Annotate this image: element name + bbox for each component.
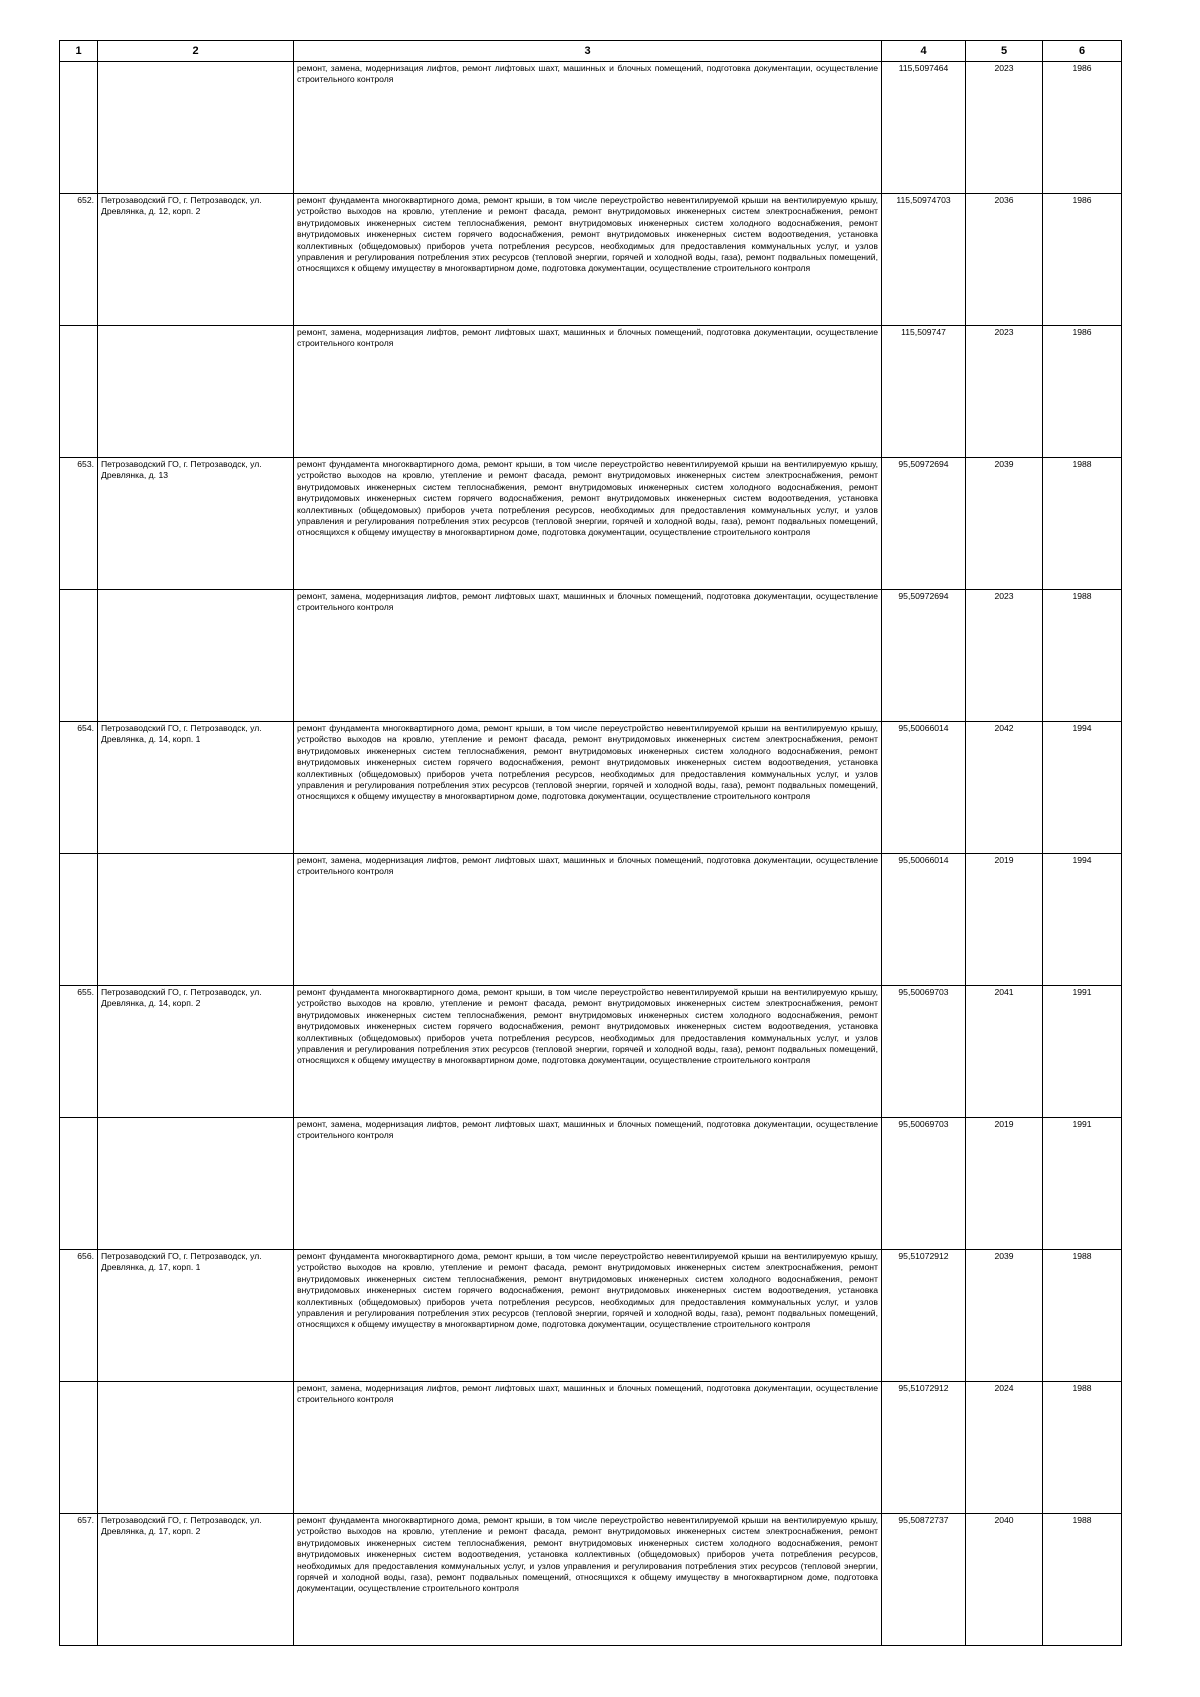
build-year-cell: 1988 — [1043, 1250, 1122, 1382]
header-cell: 5 — [966, 41, 1043, 62]
build-year-cell: 1988 — [1043, 1514, 1122, 1646]
planned-year-cell: 2039 — [966, 1250, 1043, 1382]
works-description: ремонт, замена, модернизация лифтов, ремонт лифтовых шахт, машинных и блочных помещений, подготовка документации, осуществление строительного контроля — [294, 1382, 882, 1514]
address-cell — [98, 62, 294, 194]
table-row — [60, 590, 1122, 722]
table-row — [60, 986, 1122, 1118]
table-row — [60, 1382, 1122, 1514]
works-description: ремонт, замена, модернизация лифтов, ремонт лифтовых шахт, машинных и блочных помещений, подготовка документации, осуществление строительного контроля — [294, 1118, 882, 1250]
works-description: ремонт фундамента многоквартирного дома, ремонт крыши, в том числе переустройство невентилируемой крыши на вентилируемую крышу, устройство выходов на кровлю, утепление и ремонт фасада, ремонт внутридомовых инженерных систем электроснабжения, ремонт внутридомовых инженерных систем теплоснабжения, ремонт внутридомовых инженерных систем холодного водоснабжения, ремонт внутридомовых инженерных систем горячего водоснабжения, ремонт внутридомовых инженерных систем водоотведения, установка коллективных (общедомовых) приборов учета потребления ресурсов, необходимых для предоставления коммунальных услуг, и узлов управления и регулирования потребления этих ресурсов (тепловой энергии, горячей и холодной воды, газа), ремонт подвальных помещений, относящихся к общему имуществу в многоквартирном доме, подготовка документации, осуществление строительного контроля — [294, 458, 882, 590]
header-row — [60, 41, 1122, 62]
planned-year-cell: 2023 — [966, 62, 1043, 194]
works-description: ремонт, замена, модернизация лифтов, ремонт лифтовых шахт, машинных и блочных помещений, подготовка документации, осуществление строительного контроля — [294, 854, 882, 986]
build-year-cell: 1986 — [1043, 194, 1122, 326]
table-row — [60, 326, 1122, 458]
row-number — [60, 62, 98, 194]
header-cell: 1 — [60, 41, 98, 62]
works-description: ремонт, замена, модернизация лифтов, ремонт лифтовых шахт, машинных и блочных помещений, подготовка документации, осуществление строительного контроля — [294, 62, 882, 194]
address-cell — [98, 854, 294, 986]
address-cell — [98, 1382, 294, 1514]
cost-cell: 95,50066014 — [882, 854, 966, 986]
planned-year-cell: 2041 — [966, 986, 1043, 1118]
table-row — [60, 458, 1122, 590]
cost-cell: 115,50974703 — [882, 194, 966, 326]
header-cell: 6 — [1043, 41, 1122, 62]
planned-year-cell: 2039 — [966, 458, 1043, 590]
row-number — [60, 1382, 98, 1514]
address-cell: Петрозаводский ГО, г. Петрозаводск, ул. Древлянка, д. 17, корп. 2 — [98, 1514, 294, 1646]
row-number — [60, 854, 98, 986]
table-row — [60, 1118, 1122, 1250]
cost-cell: 115,5097464 — [882, 62, 966, 194]
planned-year-cell: 2023 — [966, 590, 1043, 722]
address-cell: Петрозаводский ГО, г. Петрозаводск, ул. Древлянка, д. 14, корп. 2 — [98, 986, 294, 1118]
registry-table — [59, 40, 1122, 1646]
cost-cell: 95,50872737 — [882, 1514, 966, 1646]
row-number: 653. — [60, 458, 98, 590]
works-description: ремонт фундамента многоквартирного дома, ремонт крыши, в том числе переустройство невентилируемой крыши на вентилируемую крышу, устройство выходов на кровлю, утепление и ремонт фасада, ремонт внутридомовых инженерных систем электроснабжения, ремонт внутридомовых инженерных систем теплоснабжения, ремонт внутридомовых инженерных систем холодного водоснабжения, ремонт внутридомовых инженерных систем горячего водоснабжения, ремонт внутридомовых инженерных систем водоотведения, установка коллективных (общедомовых) приборов учета потребления ресурсов, необходимых для предоставления коммунальных услуг, и узлов управления и регулирования потребления этих ресурсов (тепловой энергии, горячей и холодной воды, газа), ремонт подвальных помещений, относящихся к общему имуществу в многоквартирном доме, подготовка документации, осуществление строительного контроля — [294, 986, 882, 1118]
works-description: ремонт, замена, модернизация лифтов, ремонт лифтовых шахт, машинных и блочных помещений, подготовка документации, осуществление строительного контроля — [294, 590, 882, 722]
row-number: 652. — [60, 194, 98, 326]
works-description: ремонт, замена, модернизация лифтов, ремонт лифтовых шахт, машинных и блочных помещений, подготовка документации, осуществление строительного контроля — [294, 326, 882, 458]
build-year-cell: 1991 — [1043, 1118, 1122, 1250]
address-cell: Петрозаводский ГО, г. Петрозаводск, ул. Древлянка, д. 17, корп. 1 — [98, 1250, 294, 1382]
table-row — [60, 194, 1122, 326]
address-cell: Петрозаводский ГО, г. Петрозаводск, ул. Древлянка, д. 13 — [98, 458, 294, 590]
cost-cell: 95,50972694 — [882, 458, 966, 590]
header-cell: 2 — [98, 41, 294, 62]
build-year-cell: 1988 — [1043, 590, 1122, 722]
header-cell: 4 — [882, 41, 966, 62]
table-row — [60, 854, 1122, 986]
header-cell: 3 — [294, 41, 882, 62]
table-row — [60, 62, 1122, 194]
row-number: 656. — [60, 1250, 98, 1382]
row-number: 657. — [60, 1514, 98, 1646]
build-year-cell: 1986 — [1043, 326, 1122, 458]
address-cell — [98, 590, 294, 722]
address-cell — [98, 1118, 294, 1250]
row-number — [60, 590, 98, 722]
row-number — [60, 326, 98, 458]
cost-cell: 95,51072912 — [882, 1250, 966, 1382]
works-description: ремонт фундамента многоквартирного дома, ремонт крыши, в том числе переустройство невентилируемой крыши на вентилируемую крышу, устройство выходов на кровлю, утепление и ремонт фасада, ремонт внутридомовых инженерных систем электроснабжения, ремонт внутридомовых инженерных систем теплоснабжения, ремонт внутридомовых инженерных систем холодного водоснабжения, ремонт внутридомовых инженерных систем горячего водоснабжения, ремонт внутридомовых инженерных систем водоотведения, установка коллективных (общедомовых) приборов учета потребления ресурсов, необходимых для предоставления коммунальных услуг, и узлов управления и регулирования потребления этих ресурсов (тепловой энергии, горячей и холодной воды, газа), ремонт подвальных помещений, относящихся к общему имуществу в многоквартирном доме, подготовка документации, осуществление строительного контроля — [294, 194, 882, 326]
planned-year-cell: 2036 — [966, 194, 1043, 326]
table-row — [60, 722, 1122, 854]
build-year-cell: 1986 — [1043, 62, 1122, 194]
planned-year-cell: 2019 — [966, 854, 1043, 986]
build-year-cell: 1994 — [1043, 722, 1122, 854]
row-number — [60, 1118, 98, 1250]
cost-cell: 95,50069703 — [882, 986, 966, 1118]
works-description: ремонт фундамента многоквартирного дома, ремонт крыши, в том числе переустройство невентилируемой крыши на вентилируемую крышу, устройство выходов на кровлю, утепление и ремонт фасада, ремонт внутридомовых инженерных систем электроснабжения, ремонт внутридомовых инженерных систем теплоснабжения, ремонт внутридомовых инженерных систем холодного водоснабжения, ремонт внутридомовых инженерных систем горячего водоснабжения, ремонт внутридомовых инженерных систем водоотведения, установка коллективных (общедомовых) приборов учета потребления ресурсов, необходимых для предоставления коммунальных услуг, и узлов управления и регулирования потребления этих ресурсов (тепловой энергии, горячей и холодной воды, газа), ремонт подвальных помещений, относящихся к общему имуществу в многоквартирном доме, подготовка документации, осуществление строительного контроля — [294, 722, 882, 854]
cost-cell: 95,50069703 — [882, 1118, 966, 1250]
cost-cell: 115,509747 — [882, 326, 966, 458]
cost-cell: 95,50066014 — [882, 722, 966, 854]
table-body — [60, 62, 1122, 1646]
address-cell: Петрозаводский ГО, г. Петрозаводск, ул. Древлянка, д. 14, корп. 1 — [98, 722, 294, 854]
works-description: ремонт фундамента многоквартирного дома, ремонт крыши, в том числе переустройство невентилируемой крыши на вентилируемую крышу, устройство выходов на кровлю, утепление и ремонт фасада, ремонт внутридомовых инженерных систем электроснабжения, ремонт внутридомовых инженерных систем теплоснабжения, ремонт внутридомовых инженерных систем холодного водоснабжения, ремонт внутридомовых инженерных систем водоотведения, установка коллективных (общедомовых) приборов учета потребления ресурсов, необходимых для предоставления коммунальных услуг, и узлов управления и регулирования потребления этих ресурсов (тепловой энергии, горячей и холодной воды, газа), ремонт подвальных помещений, относящихся к общему имуществу в многоквартирном доме, подготовка документации, осуществление строительного контроля — [294, 1514, 882, 1646]
cost-cell: 95,50972694 — [882, 590, 966, 722]
build-year-cell: 1988 — [1043, 458, 1122, 590]
planned-year-cell: 2023 — [966, 326, 1043, 458]
planned-year-cell: 2042 — [966, 722, 1043, 854]
row-number: 654. — [60, 722, 98, 854]
row-number: 655. — [60, 986, 98, 1118]
planned-year-cell: 2024 — [966, 1382, 1043, 1514]
table-row — [60, 1514, 1122, 1646]
cost-cell: 95,51072912 — [882, 1382, 966, 1514]
address-cell — [98, 326, 294, 458]
build-year-cell: 1988 — [1043, 1382, 1122, 1514]
table-row — [60, 1250, 1122, 1382]
address-cell: Петрозаводский ГО, г. Петрозаводск, ул. Древлянка, д. 12, корп. 2 — [98, 194, 294, 326]
planned-year-cell: 2019 — [966, 1118, 1043, 1250]
build-year-cell: 1991 — [1043, 986, 1122, 1118]
build-year-cell: 1994 — [1043, 854, 1122, 986]
works-description: ремонт фундамента многоквартирного дома, ремонт крыши, в том числе переустройство невентилируемой крыши на вентилируемую крышу, устройство выходов на кровлю, утепление и ремонт фасада, ремонт внутридомовых инженерных систем электроснабжения, ремонт внутридомовых инженерных систем теплоснабжения, ремонт внутридомовых инженерных систем холодного водоснабжения, ремонт внутридомовых инженерных систем горячего водоснабжения, ремонт внутридомовых инженерных систем водоотведения, установка коллективных (общедомовых) приборов учета потребления ресурсов, необходимых для предоставления коммунальных услуг, и узлов управления и регулирования потребления этих ресурсов (тепловой энергии, горячей и холодной воды, газа), ремонт подвальных помещений, относящихся к общему имуществу в многоквартирном доме, подготовка документации, осуществление строительного контроля — [294, 1250, 882, 1382]
planned-year-cell: 2040 — [966, 1514, 1043, 1646]
